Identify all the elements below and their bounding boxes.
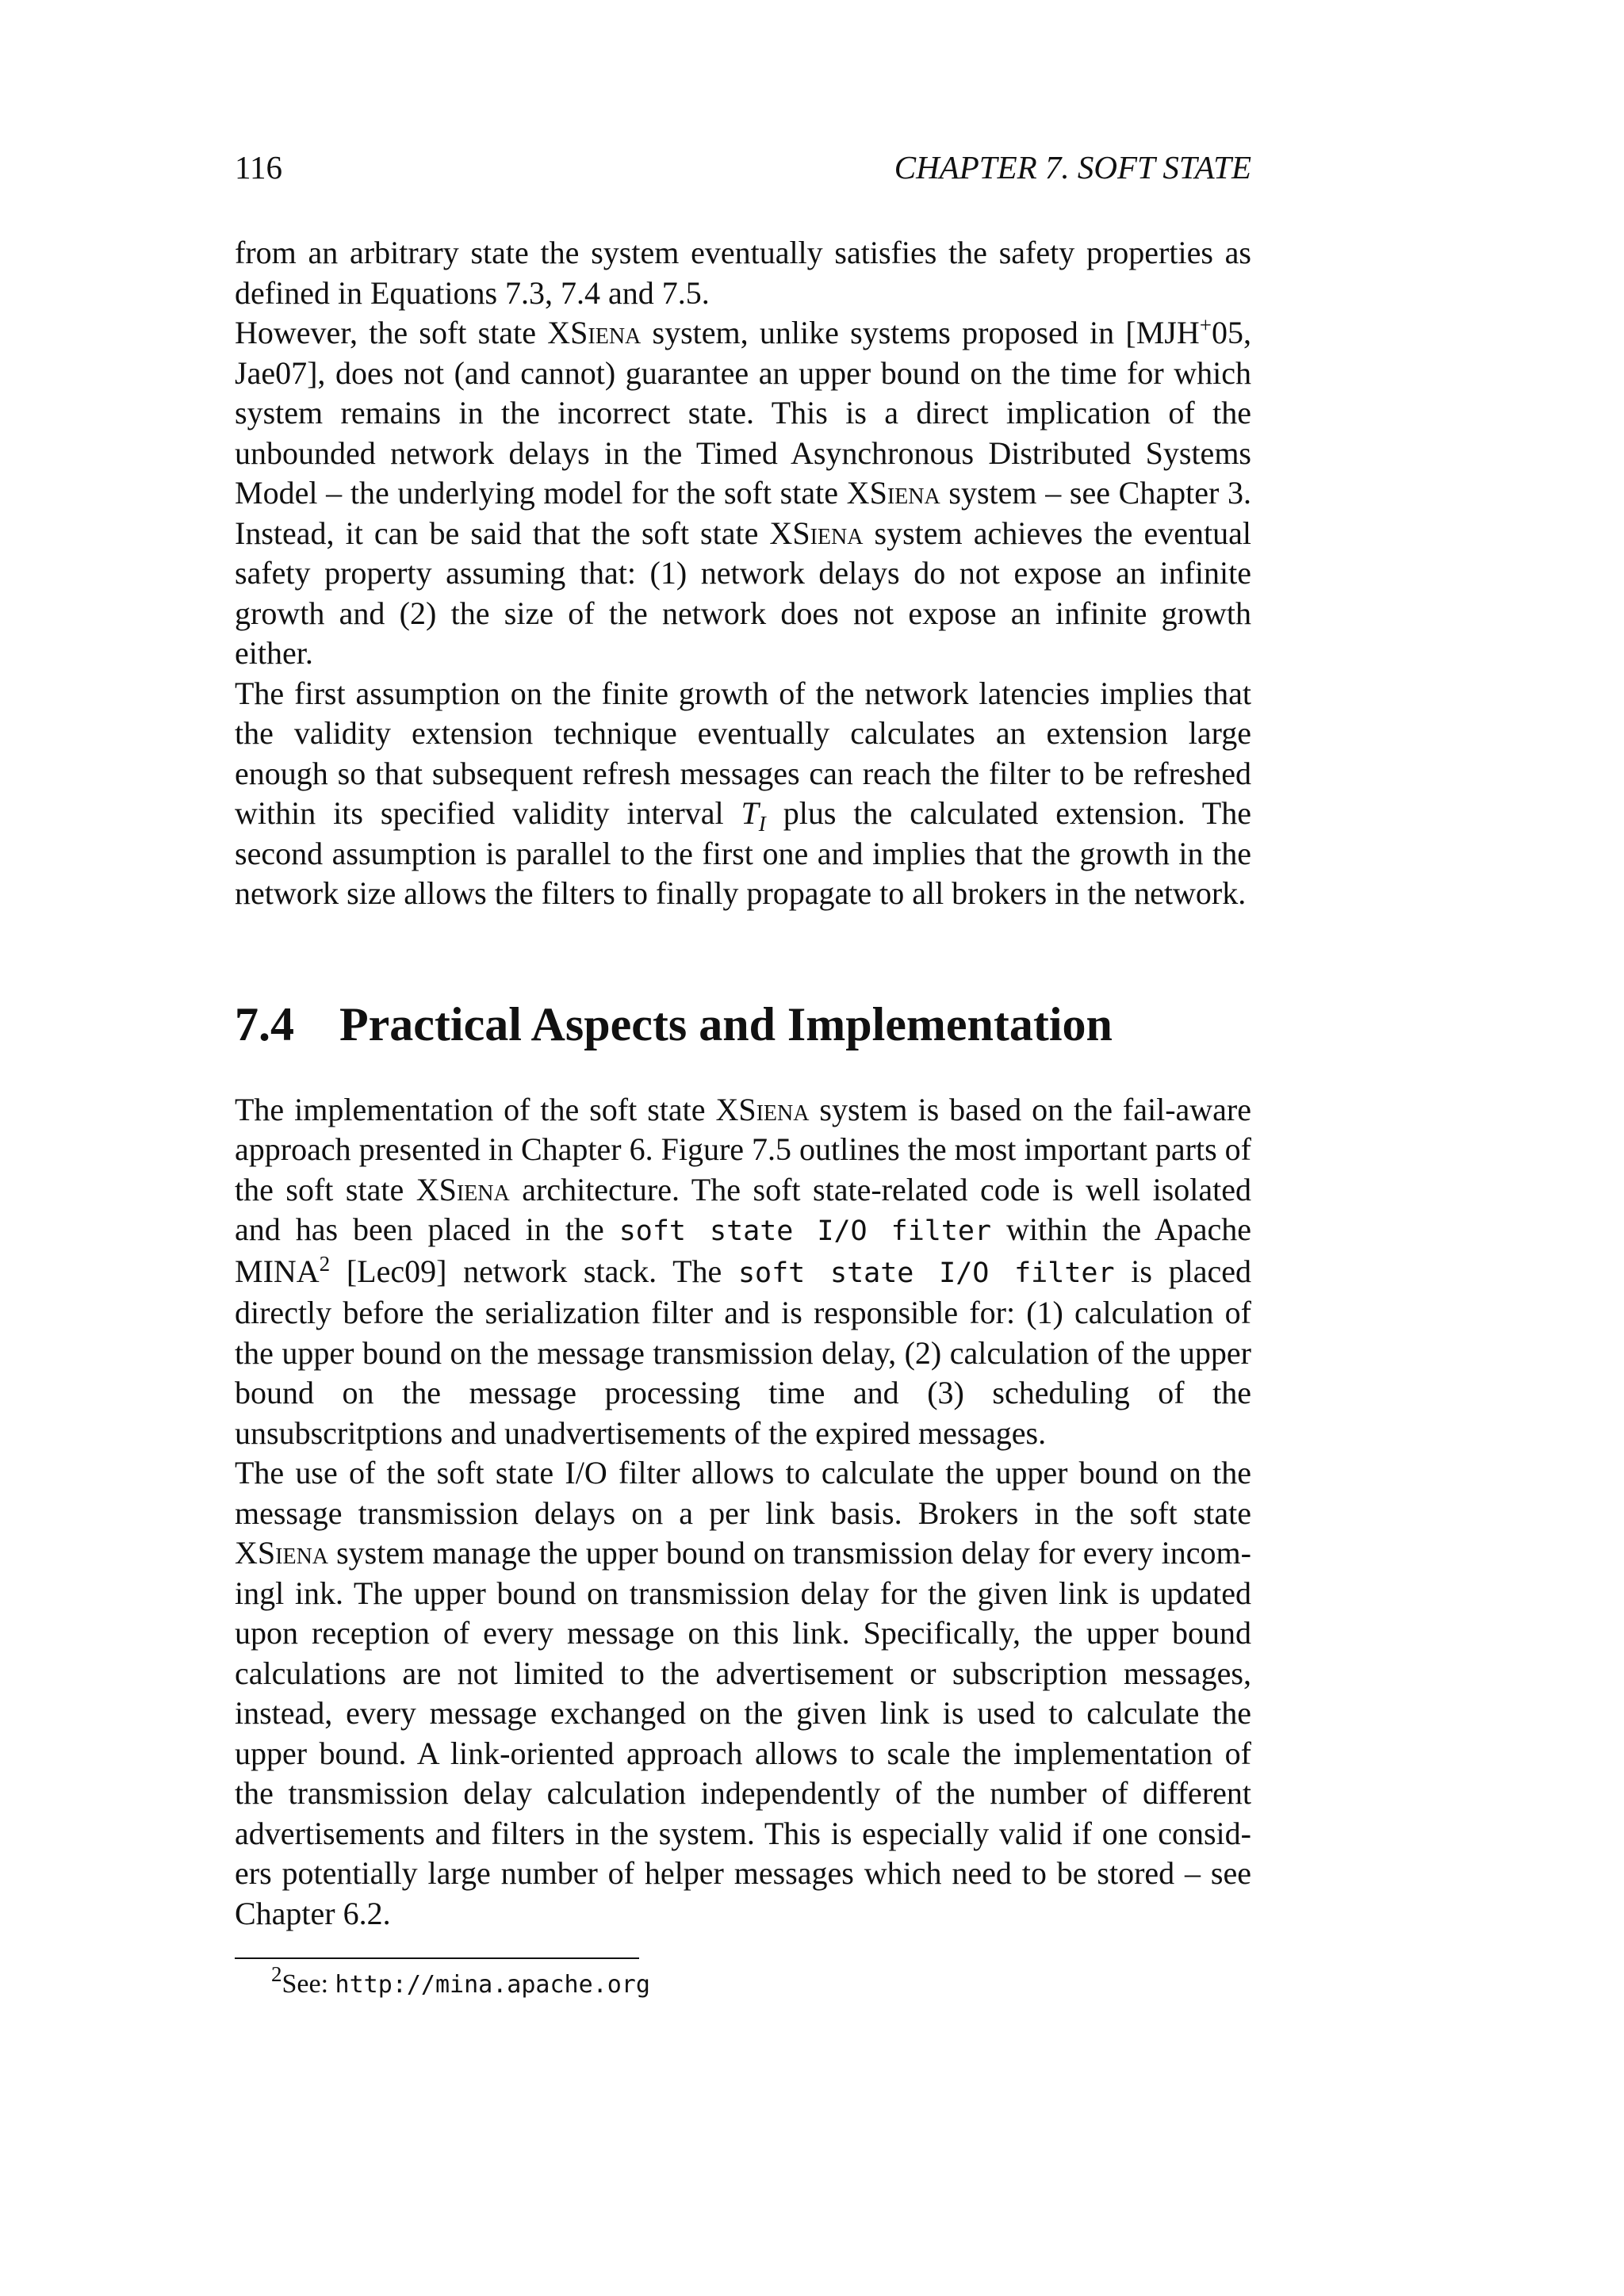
- paragraph-5-text-b: system manage the upper bound on transmission delay for every incomingl ink. The upper bound on transmission delay for the given link is updated upon reception of every message on this link. Specifically, the upper bound calculations are not limited to the advertisement or subscription messages, instead, every message exchanged on the given link is used to calculate the upper bound. A link-oriented approach allows to scale the implementation of the transmission delay calculation independently of the number of different advertisements and filters in the system. This is especially valid if one considers potentially large number of helper messages which need to be stored – see Chapter 6.2.: [235, 1535, 1251, 1931]
- paragraph-2-text-e: system achieves the eventual safety property assuming that: (1) network delays do not expose an infinite growth and (2) the size of the network does not expose an infinite growth either.: [235, 515, 1251, 671]
- footnote-marker: 2: [319, 1251, 331, 1276]
- footnote-number: 2: [271, 1962, 282, 1986]
- validity-interval-symbol: [741, 795, 766, 836]
- system-name: Siena: [439, 1171, 510, 1207]
- section-title: Practical Aspects and Implementation: [339, 997, 1113, 1050]
- paragraph-1-text: from an arbitrary state the system eventually satisfies the safety properties as defined in Equations 7.3, 7.4 and 7.5.: [235, 235, 1251, 311]
- paragraph-2-text-a: However, the soft state X: [235, 315, 571, 350]
- section-number: 7.4: [235, 997, 294, 1050]
- page: [235, 147, 1251, 2003]
- paragraph-2-text-d: system – see Chapter 3. Instead, it can be said that the soft state X: [235, 475, 1252, 551]
- section-heading: [235, 997, 1251, 1052]
- body-text: [235, 233, 1251, 2003]
- superscript-plus: +: [1199, 313, 1212, 337]
- symbol-t: T: [741, 795, 759, 831]
- code-soft-state-filter: soft state I/O filter: [619, 1215, 992, 1247]
- paragraph-4: [235, 1090, 1251, 1454]
- paragraph-3-text-a: The first assumption on the finite growth of the network latencies implies that the validity extension technique eventually calculates an extension large enough so that subsequent refresh messages can reach the filter to be refreshed within its specified validity interval: [235, 675, 1251, 831]
- paragraph-2-text-b: system, unlike systems proposed in [MJH: [641, 315, 1200, 350]
- system-name: Siena: [257, 1535, 329, 1571]
- system-name: Siena: [792, 515, 864, 551]
- footnote-url[interactable]: http://mina.apache.org: [335, 1971, 650, 1999]
- code-soft-state-filter: soft state I/O filter: [737, 1257, 1115, 1289]
- system-name: Siena: [869, 475, 940, 511]
- paragraph-1: [235, 233, 1251, 313]
- paragraph-4-text-b: system is based on the fail-aware approach presented in Chapter 6. Figure 7.5 outlines the most important parts of the soft state X: [235, 1091, 1251, 1207]
- paragraph-4-text-c: architecture. The soft state-related code is well isolated and has been placed in the: [235, 1171, 1251, 1247]
- paragraph-4-text-f: is placed directly before the serialization filter and is responsible for: (1) calculation of the upper bound on the message transmission delay, (2) calculation of the upper bound on the message processing time and (3) scheduling of the unsubscritptions and unadvertisements of the expired messages.: [235, 1253, 1251, 1451]
- paragraph-4-text-e: [Lec09] network stack. The: [330, 1253, 738, 1289]
- running-head: [235, 147, 1251, 195]
- paragraph-3: [235, 674, 1251, 914]
- footnote-text: See:: [282, 1969, 335, 1999]
- paragraph-4-text-a: The implementation of the soft state X: [235, 1091, 739, 1127]
- chapter-title: CHAPTER 7. SOFT STATE: [894, 149, 1251, 186]
- paragraph-2-text-c: 05, Jae07], does not (and cannot) guarantee an upper bound on the time for which system remains in the incorrect state. This is a direct implication of the unbounded network delays in the Timed Asynchronous Distributed Systems Model – the underlying model for the soft state X: [235, 315, 1251, 511]
- page-number: 116: [235, 149, 282, 186]
- paragraph-5-text-a: The use of the soft state I/O filter allows to calculate the upper bound on the message transmission delays on a per link basis. Brokers in the soft state X: [235, 1455, 1251, 1571]
- footnote: [235, 1962, 1251, 2003]
- footnote-rule: [235, 1957, 639, 1959]
- system-name: Siena: [738, 1091, 810, 1127]
- paragraph-5: [235, 1453, 1251, 1934]
- paragraph-4-text-d: within the Apache MINA: [235, 1211, 1251, 1289]
- symbol-subscript-i: I: [758, 812, 766, 836]
- paragraph-3-text-b: plus the calculated extension. The second assumption is parallel to the first one and implies that the growth in the network size allows the filters to finally propagate to all brokers in the network.: [235, 795, 1251, 911]
- system-name: Siena: [570, 315, 642, 350]
- paragraph-2: [235, 313, 1251, 674]
